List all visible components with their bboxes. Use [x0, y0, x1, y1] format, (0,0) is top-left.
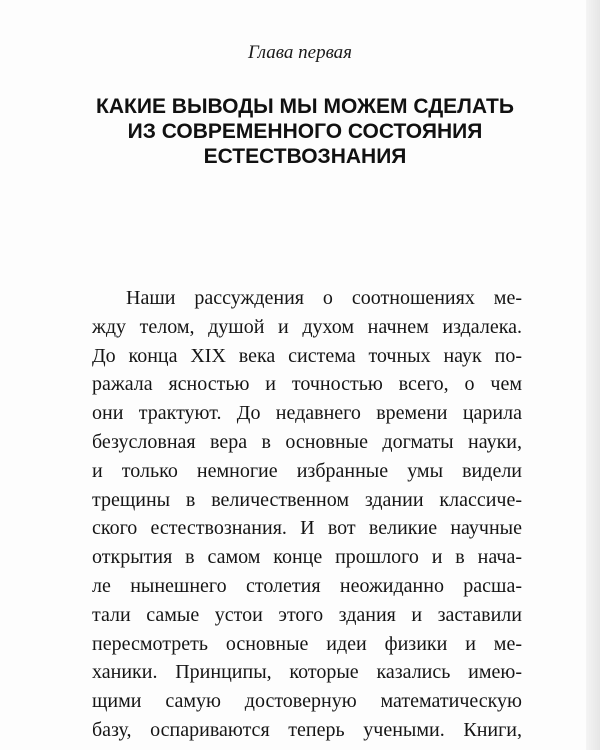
text-line: ханики. Принципы, которые казались имею-: [92, 661, 522, 684]
text-line: и только немногие избранные умы видели: [92, 459, 522, 482]
chapter-label: Глава первая: [247, 42, 353, 63]
chapter-title: [60, 94, 550, 169]
text-line: ского естествознания. И вот великие научные: [92, 517, 522, 540]
text-line: открытия в самом конце прошлого и в нача-: [92, 546, 522, 569]
body-paragraph: [92, 284, 522, 745]
text-line: щими самую достоверную математическую: [92, 690, 522, 713]
chapter-title-line: КАКИЕ ВЫВОДЫ МЫ МОЖЕМ СДЕЛАТЬ: [96, 95, 514, 118]
text-line: ле нынешнего столетия неожиданно расша-: [92, 574, 522, 597]
text-line: ражала ясностью и точностью всего, о чем: [92, 373, 522, 396]
text-line: пересмотреть основные идеи физики и ме-: [92, 632, 522, 655]
text-line: безусловная вера в основные догматы науки,: [92, 430, 522, 453]
text-line: трещины в величественном здании классиче-: [92, 488, 522, 511]
text-line: Наши рассуждения о соотношениях ме-: [126, 287, 522, 309]
text-line: До конца XIX века система точных наук по-: [92, 344, 522, 367]
text-line: жду телом, душой и духом начнем издалека.: [92, 315, 522, 338]
chapter-title-line: ЕСТЕСТВОЗНАНИЯ: [203, 145, 407, 168]
text-line: тали самые устои этого здания и заставили: [92, 603, 522, 626]
chapter-title-line: ИЗ СОВРЕМЕННОГО СОСТОЯНИЯ: [127, 120, 483, 143]
text-line: они трактуют. До недавнего времени царила: [92, 402, 522, 425]
text-line: базу, оспариваются теперь учеными. Книги,: [92, 718, 522, 741]
page-edge-shadow: [586, 0, 600, 750]
